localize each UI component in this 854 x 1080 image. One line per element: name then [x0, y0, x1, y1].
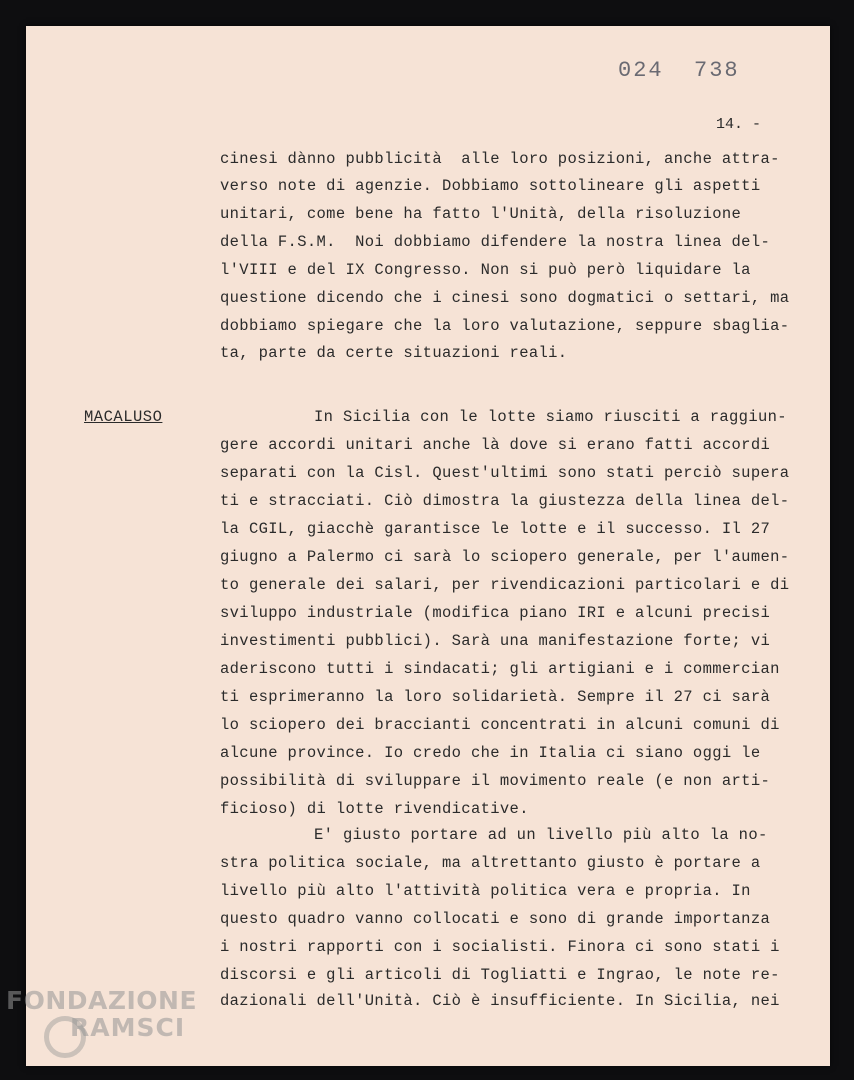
text-line: verso note di agenzie. Dobbiamo sottolineare gli aspetti	[220, 177, 761, 195]
text-line: In Sicilia con le lotte siamo riusciti a raggiun-	[314, 408, 787, 426]
speaker-name: MACALUSO	[84, 408, 163, 426]
text-line: ti e stracciati. Ciò dimostra la giustezza della linea del-	[220, 492, 790, 510]
text-line: sviluppo industriale (modifica piano IRI e alcuni precisi	[220, 604, 771, 622]
text-line: cinesi dànno pubblicità alle loro posizioni, anche attra-	[220, 150, 780, 168]
page-number: 14. -	[716, 116, 762, 133]
text-line: stra politica sociale, ma altrettanto giusto è portare a	[220, 854, 761, 872]
text-line: giugno a Palermo ci sarà lo sciopero generale, per l'aumen-	[220, 548, 790, 566]
text-line: i nostri rapporti con i socialisti. Finora ci sono stati i	[220, 938, 780, 956]
text-line: ficioso) di lotte rivendicative.	[220, 800, 529, 818]
text-line: ti esprimeranno la loro solidarietà. Sempre il 27 ci sarà	[220, 688, 771, 706]
text-line: discorsi e gli articoli di Togliatti e Ingrao, le note re-	[220, 966, 780, 984]
archive-number: 024 738	[618, 58, 740, 83]
text-line: livello più alto l'attività politica vera e propria. In	[220, 882, 751, 900]
text-line: questione dicendo che i cinesi sono dogmatici o settari, ma	[220, 289, 790, 307]
text-line: separati con la Cisl. Quest'ultimi sono stati perciò supera	[220, 464, 790, 482]
text-line: della F.S.M. Noi dobbiamo difendere la nostra linea del-	[220, 233, 771, 251]
text-line: to generale dei salari, per rivendicazioni particolari e di	[220, 576, 790, 594]
watermark	[6, 988, 197, 1040]
text-line: gere accordi unitari anche là dove si erano fatti accordi	[220, 436, 771, 454]
text-line: E' giusto portare ad un livello più alto la no-	[314, 826, 768, 844]
text-line: unitari, come bene ha fatto l'Unità, della risoluzione	[220, 205, 742, 223]
text-line: l'VIII e del IX Congresso. Non si può però liquidare la	[220, 261, 751, 279]
text-line: dobbiamo spiegare che la loro valutazione, seppure sbaglia-	[220, 317, 790, 335]
watermark-line1: FONDAZIONE	[6, 986, 198, 1015]
text-line: possibilità di sviluppare il movimento reale (e non arti-	[220, 772, 771, 790]
text-line: dazionali dell'Unità. Ciò è insufficiente. In Sicilia, nei	[220, 992, 780, 1010]
watermark-line2: RAMSCI	[70, 1013, 186, 1042]
text-line: ta, parte da certe situazioni reali.	[220, 344, 568, 362]
text-line: aderiscono tutti i sindacati; gli artigiani e i commercian	[220, 660, 780, 678]
text-line: la CGIL, giacchè garantisce le lotte e il successo. Il 27	[220, 520, 771, 538]
text-line: lo sciopero dei braccianti concentrati in alcuni comuni di	[220, 716, 780, 734]
text-line: alcune province. Io credo che in Italia ci siano oggi le	[220, 744, 761, 762]
text-line: investimenti pubblici). Sarà una manifestazione forte; vi	[220, 632, 771, 650]
text-line: questo quadro vanno collocati e sono di grande importanza	[220, 910, 771, 928]
